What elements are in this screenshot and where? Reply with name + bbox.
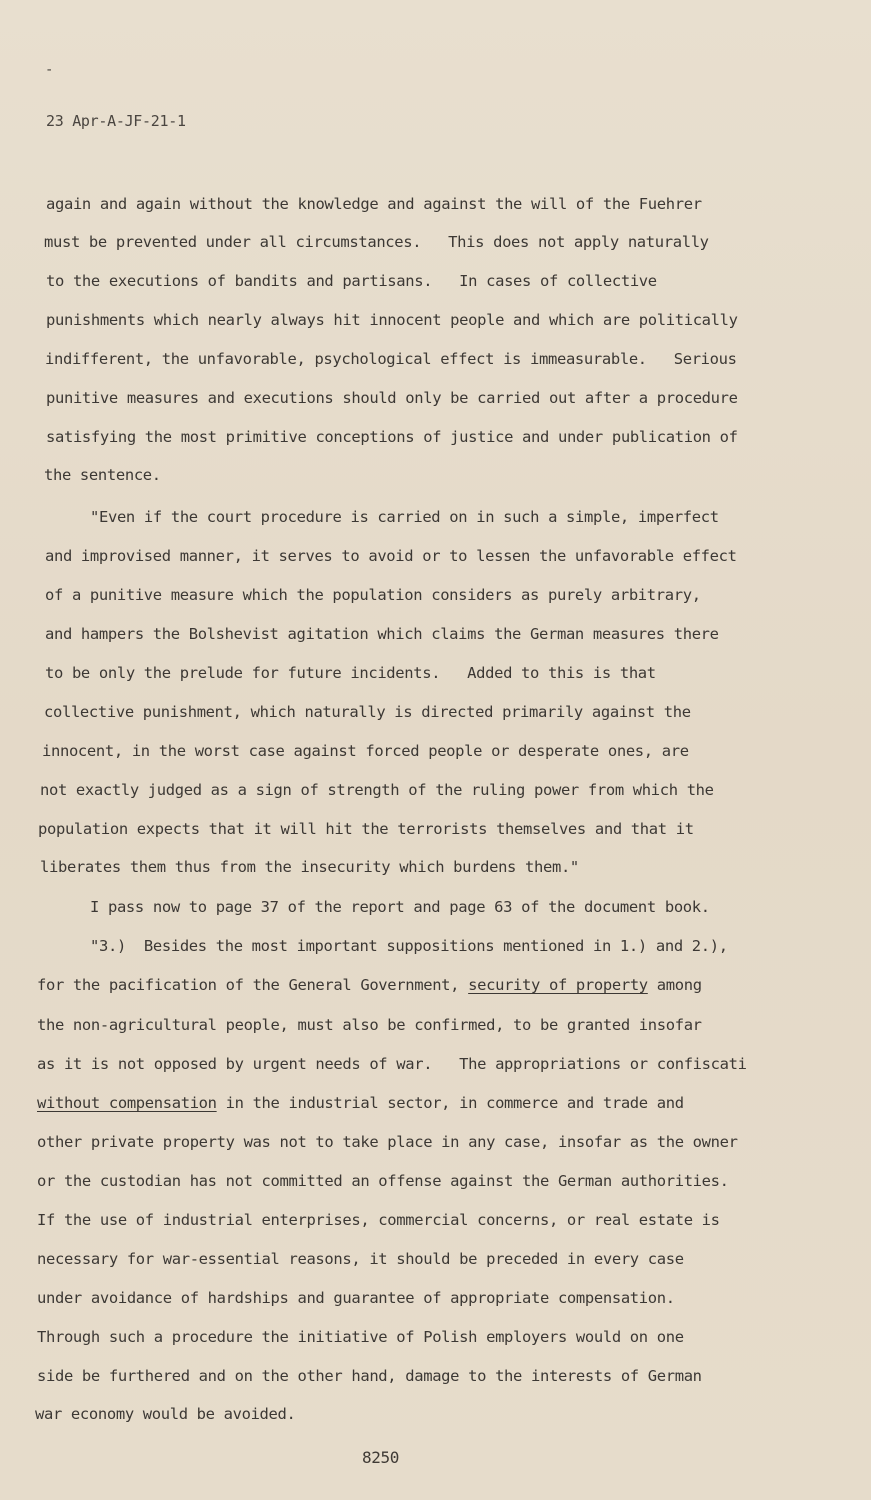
text-line: and improvised manner, it serves to avoid or to lessen the unfavorable effect [45,547,737,565]
text-line: liberates them thus from the insecurity which burdens them." [40,858,579,876]
text-line: of a punitive measure which the population considers as purely arbitrary, [45,586,701,604]
text-line: innocent, in the worst case against forced people or desperate ones, are [42,742,689,760]
text-line: to the executions of bandits and partisans. In cases of collective [46,272,657,290]
text-line [37,975,702,995]
text-line: punishments which nearly always hit innocent people and which are politically [46,311,738,329]
underlined-phrase: security of property [468,976,648,994]
text-line: population expects that it will hit the terrorists themselves and that it [38,820,694,838]
text-line: must be prevented under all circumstances. This does not apply naturally [44,233,709,251]
text-line: I pass now to page 37 of the report and page 63 of the document book. [90,898,710,916]
text-segment: for the pacification of the General Government, [37,976,469,994]
text-line: the non-agricultural people, must also be confirmed, to be granted insofar [37,1016,702,1034]
corner-mark: - [45,62,54,78]
text-segment: among [647,976,702,994]
text-line: as it is not opposed by urgent needs of war. The appropriations or confiscati [37,1055,747,1073]
text-line: or the custodian has not committed an offense against the German authorities. [37,1172,729,1190]
text-line [37,1093,684,1113]
text-line: If the use of industrial enterprises, commercial concerns, or real estate is [37,1211,720,1229]
text-line: "Even if the court procedure is carried on in such a simple, imperfect [90,508,719,526]
text-line: Through such a procedure the initiative of Polish employers would on one [37,1328,684,1346]
text-line: side be furthered and on the other hand, damage to the interests of German [37,1367,702,1385]
text-line: collective punishment, which naturally is directed primarily against the [44,703,691,721]
underlined-phrase: without compensation [37,1094,217,1112]
text-line: again and again without the knowledge and against the will of the Fuehrer [46,195,702,213]
text-line: not exactly judged as a sign of strength of the ruling power from which the [40,781,714,799]
text-line: indifferent, the unfavorable, psychological effect is immeasurable. Serious [45,350,737,368]
page-number: 8250 [362,1448,399,1467]
text-line: under avoidance of hardships and guarantee of appropriate compensation. [37,1289,675,1307]
text-line: "3.) Besides the most important suppositions mentioned in 1.) and 2.), [90,937,728,955]
text-line: to be only the prelude for future incidents. Added to this is that [45,664,656,682]
text-line: punitive measures and executions should only be carried out after a procedure [46,389,738,407]
text-line: the sentence. [44,466,161,484]
text-line: other private property was not to take place in any case, insofar as the owner [37,1133,738,1151]
text-line: war economy would be avoided. [35,1405,296,1423]
text-line: and hampers the Bolshevist agitation which claims the German measures there [45,625,719,643]
text-segment: in the industrial sector, in commerce and trade and [216,1094,684,1112]
document-reference: 23 Apr-A-JF-21-1 [46,112,186,130]
text-line: satisfying the most primitive conceptions of justice and under publication of [46,428,738,446]
text-line: necessary for war-essential reasons, it should be preceded in every case [37,1250,684,1268]
